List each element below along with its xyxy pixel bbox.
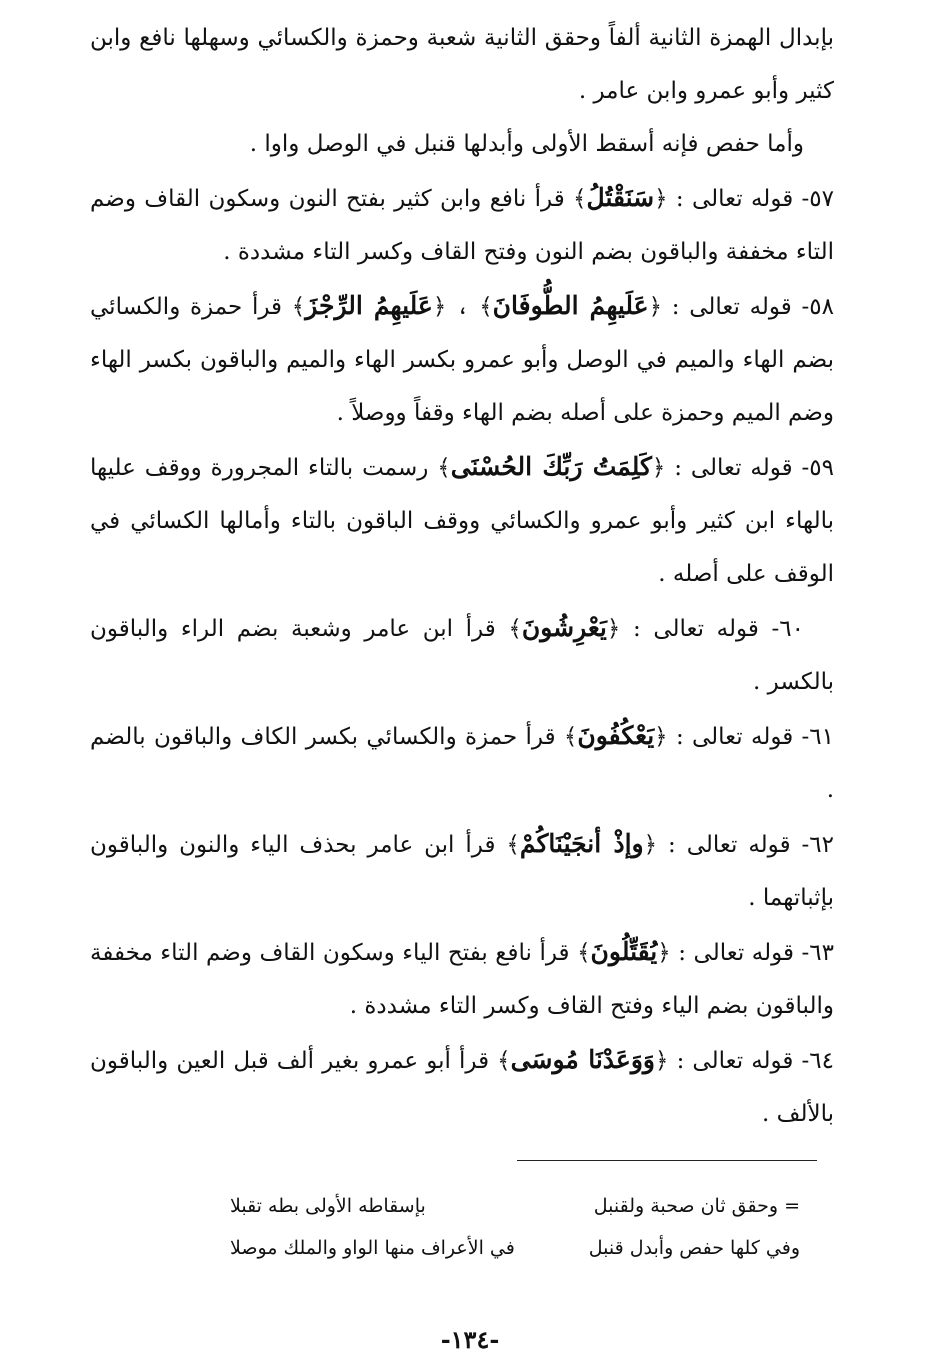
text-segment: ٥٩- قوله تعالى : [665, 455, 834, 481]
footnote-separator-line [517, 1160, 817, 1161]
quranic-phrase: يُقَتِّلُونَ [590, 937, 658, 966]
text-segment: قرأ أبو عمرو بغير ألف قبل العين والباقون بالألف . [90, 1048, 834, 1127]
main-text-body [90, 12, 834, 1141]
text-segment: ، [446, 294, 480, 320]
footnote-verse-line-2 [230, 1232, 800, 1264]
text-segment: ٦٢- قوله تعالى : [657, 832, 834, 858]
quranic-phrase: عَلَيهِمُ الطُّوفَانَ [492, 291, 649, 320]
ornate-bracket: ﴿ [648, 294, 663, 320]
ornate-bracket: ﴾ [291, 294, 306, 320]
quranic-phrase: يَعْرِشُونَ [521, 613, 607, 642]
text-segment: ٥٨- قوله تعالى : [662, 294, 834, 320]
ornate-bracket: ﴿ [651, 455, 666, 481]
ornate-bracket: ﴾ [508, 616, 522, 642]
quranic-phrase: سَنَقْتُلُ [586, 183, 655, 212]
paragraph-p2 [90, 118, 834, 171]
paragraph-p57 [90, 171, 834, 279]
ornate-bracket: ﴿ [643, 832, 658, 858]
text-segment: قرأ حمزة والكسائي بكسر الكاف والباقون بالضم . [90, 724, 834, 803]
text-segment: ٥٧- قوله تعالى : [667, 186, 834, 212]
text-segment: وأما حفص فإنه أسقط الأولى وأبدلها قنبل في الوصل واوا . [249, 131, 804, 157]
ornate-bracket: ﴾ [506, 832, 520, 858]
paragraph-p60 [90, 601, 834, 709]
text-segment: قرأ نافع بفتح الياء وسكون القاف وضم التاء مخففة والباقون بضم الياء وفتح القاف وكسر التاء مشددة . [90, 940, 834, 1019]
quranic-phrase: وإذْ أنجَيْنَاكُمْ [519, 829, 644, 858]
text-segment: قرأ ابن عامر بحذف الياء والنون والباقون بإثباتهما . [90, 832, 834, 911]
page-number: -١٣٤- [440, 1325, 500, 1354]
text-segment: ٦٣- قوله تعالى : [670, 940, 834, 966]
text-segment: ٦٤- قوله تعالى : [668, 1048, 834, 1074]
ornate-bracket: ﴾ [479, 294, 493, 320]
quranic-phrase: عَلَيهِمُ الرِّجْزَ [305, 291, 433, 320]
text-segment: قرأ ابن عامر وشعبة بضم الراء والباقون بالكسر . [90, 616, 834, 695]
ornate-bracket: ﴾ [577, 940, 591, 966]
paragraph-p64 [90, 1033, 834, 1141]
ornate-bracket: ﴾ [563, 724, 578, 750]
ornate-bracket: ﴿ [606, 616, 621, 642]
quranic-phrase: وَوَعَدْنَا مُوسَى [510, 1045, 655, 1074]
footnote-line-1-second-hemistich: بإسقاطه الأولى بطه تقبلا [230, 1195, 426, 1217]
footnote-line-2-second-hemistich: في الأعراف منها الواو والملك موصلا [230, 1237, 515, 1259]
footnote-verse-line-1 [230, 1190, 800, 1222]
paragraph-p58 [90, 279, 834, 440]
quranic-phrase: يَعْكُفُونَ [577, 721, 655, 750]
paragraph-p61 [90, 709, 834, 817]
ornate-bracket: ﴿ [654, 186, 668, 212]
text-segment: رسمت بالتاء المجرورة ووقف عليها بالهاء ابن كثير وأبو عمرو والكسائي ووقف الباقون بالتاء وأمالها الكسائي في الوقف على أصله . [90, 455, 834, 587]
ornate-bracket: ﴿ [654, 724, 668, 750]
text-segment: بإبدال الهمزة الثانية ألفاً وحقق الثانية شعبة وحمزة والكسائي وسهلها نافع وابن كثير وأبو عمرو وابن عامر . [90, 25, 834, 104]
text-segment: ٦٠- قوله تعالى : [620, 616, 804, 642]
paragraph-p63 [90, 925, 834, 1033]
text-segment: قرأ نافع وابن كثير بفتح النون وسكون القاف وضم التاء مخففة والباقون بضم النون وفتح القاف وكسر التاء مشددة . [90, 186, 834, 265]
text-segment: قرأ حمزة والكسائي بضم الهاء والميم في الوصل وأبو عمرو بكسر الهاء والميم والباقون بكسر الهاء وضم الميم وحمزة على أصله بضم الهاء وقفاً ووصلاً . [90, 294, 834, 426]
ornate-bracket: ﴿ [655, 1048, 669, 1074]
ornate-bracket: ﴿ [432, 294, 447, 320]
ornate-bracket: ﴿ [657, 940, 671, 966]
paragraph-p59 [90, 440, 834, 601]
footnote-line-2-first-hemistich: وفي كلها حفص وأبدل قنبل [588, 1237, 800, 1259]
ornate-bracket: ﴾ [437, 455, 451, 481]
ornate-bracket: ﴾ [573, 186, 587, 212]
footnote-line-1-first-hemistich: = وحقق ثان صحبة ولقنبل [593, 1195, 800, 1217]
paragraph-p62 [90, 817, 834, 925]
paragraph-p1 [90, 12, 834, 118]
quranic-phrase: كَلِمَتُ رَبِّكَ الحُسْنَى [450, 452, 652, 481]
text-segment: ٦١- قوله تعالى : [667, 724, 834, 750]
ornate-bracket: ﴾ [497, 1048, 511, 1074]
